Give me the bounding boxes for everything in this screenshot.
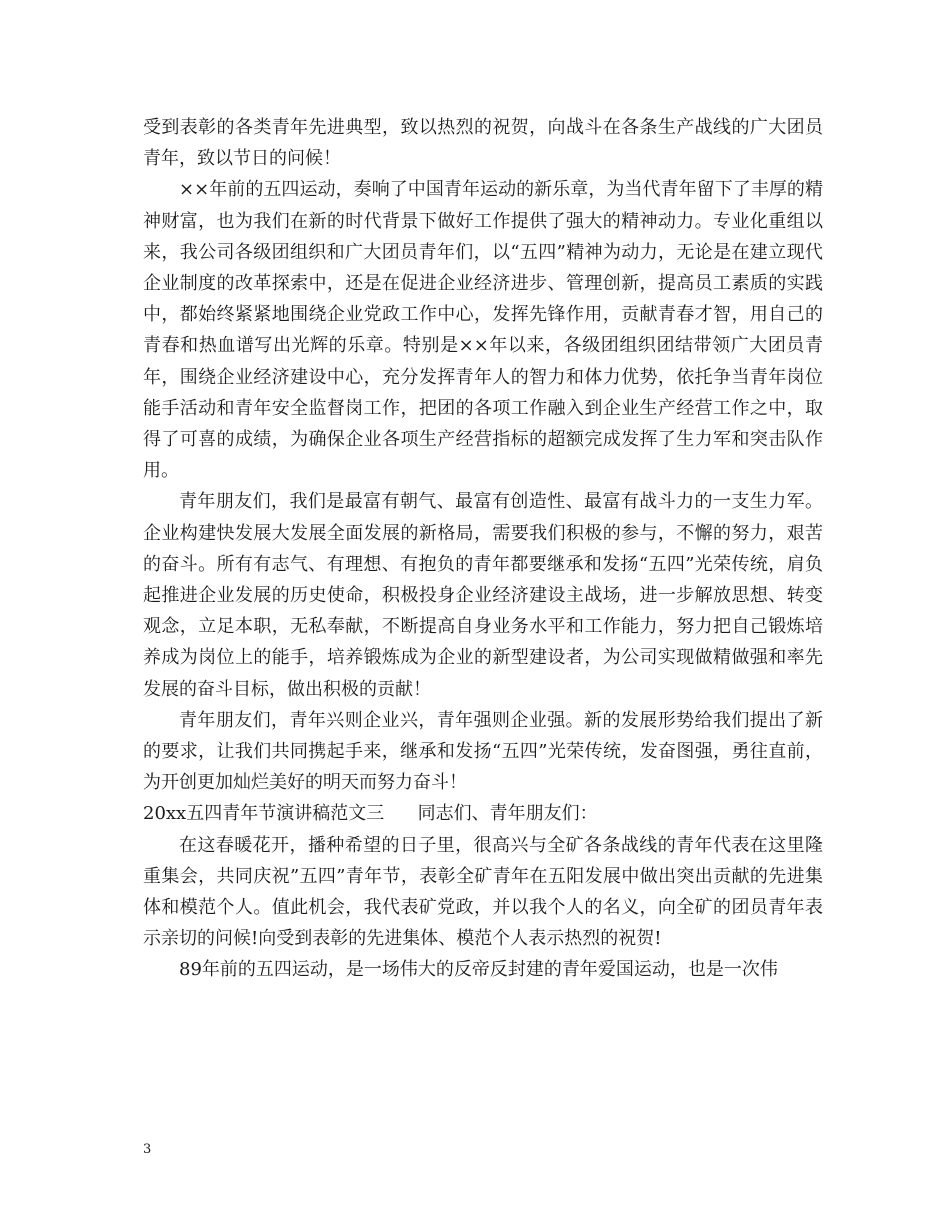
section-heading: 20xx五四青年节演讲稿范文三 同志们、青年朋友们：: [143, 803, 598, 825]
paragraph-4: 青年朋友们，青年兴则企业兴，青年强则企业强。新的发展形势给我们提出了新的要求，让我们共同携起手来，继承和发扬“五四”光荣传统，发奋图强，勇往直前，为开创更加灿烂美好的明天而努力奋斗！: [143, 709, 823, 794]
paragraph-2: ××年前的五四运动，奏响了中国青年运动的新乐章，为当代青年留下了丰厚的精神财富，也为我们在新的时代背景下做好工作提供了强大的精神动力。专业化重组以来，我公司各级团组织和广大团员青年们，以“五四”精神为动力，无论是在建立现代企业制度的改革探索中，还是在促进企业经济进步、管理创新，提高员工素质的实践中，都始终紧紧地围绕企业党政工作中心，发挥先锋作用，贡献青春才智，用自己的青春和热血谱写出光辉的乐章。特别是××年以来，各级团组织团结带领广大团员青年，围绕企业经济建设中心，充分发挥青年人的智力和体力优势，依托争当青年岗位能手活动和青年安全监督岗工作，把团的各项工作融入到企业生产经营工作之中，取得了可喜的成绩，为确保企业各项生产经营指标的超额完成发挥了生力军和突击队作用。: [143, 179, 823, 482]
paragraph-1: 受到表彰的各类青年先进典型，致以热烈的祝贺，向战斗在各条生产战线的广大团员青年，致以节日的问候！: [143, 117, 823, 170]
page-number: 3: [143, 1142, 152, 1157]
paragraph-6: 89年前的五四运动，是一场伟大的反帝反封建的青年爱国运动，也是一次伟: [179, 959, 778, 981]
document-body: [143, 112, 823, 986]
paragraph-3: 青年朋友们，我们是最富有朝气、最富有创造性、最富有战斗力的一支生力军。企业构建快发展大发展全面发展的新格局，需要我们积极的参与，不懈的努力，艰苦的奋斗。所有有志气、有理想、有抱负的青年都要继承和发扬“五四”光荣传统，肩负起推进企业发展的历史使命，积极投身企业经济建设主战场，进一步解放思想、转变观念，立足本职，无私奉献，不断提高自身业务水平和工作能力，努力把自己锻炼培养成为岗位上的能手，培养锻炼成为企业的新型建设者，为公司实现做精做强和率先发展的奋斗目标，做出积极的贡献！: [143, 491, 823, 700]
paragraph-5: 在这春暖花开，播种希望的日子里，很高兴与全矿各条战线的青年代表在这里隆重集会，共同庆祝”五四”青年节，表彰全矿青年在五阳发展中做出突出贡献的先进集体和模范个人。值此机会，我代表矿党政，并以我个人的名义，向全矿的团员青年表示亲切的问候!向受到表彰的先进集体、模范个人表示热烈的祝贺!: [143, 834, 823, 950]
